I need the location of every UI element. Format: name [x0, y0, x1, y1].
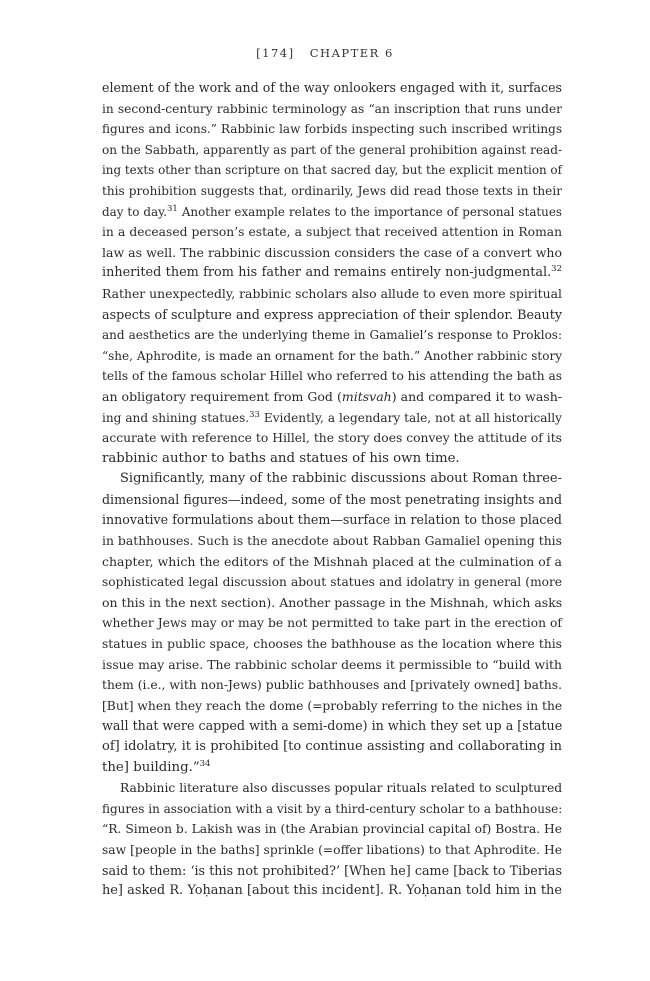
- line-text: this prohibition suggests that, ordinarily, Jews did read those texts in their: [102, 183, 562, 198]
- text-line: [102, 655, 562, 676]
- line-text: on the Sabbath, apparently as part of the general prohibition against read-: [102, 142, 563, 157]
- text-line: [102, 531, 562, 552]
- line-text: inherited them from his father and remains entirely non-judgmental.: [102, 265, 552, 281]
- text-line: [102, 202, 562, 223]
- line-text: dimensional figures—indeed, some of the most penetrating insights and: [102, 491, 562, 507]
- running-head: [0, 46, 650, 60]
- line-text-continued: ) and compared it to wash-: [391, 388, 562, 404]
- text-line: [102, 778, 562, 799]
- line-text: “R. Simeon b. Lakish was in (the Arabian provincial capital of) Bostra. He: [102, 822, 562, 837]
- text-line: [102, 510, 562, 531]
- text-line: [102, 490, 562, 511]
- text-line: [102, 469, 562, 490]
- line-text: he] asked R. Yoḥanan [about this incident]. R. Yoḥanan told him in the: [102, 883, 562, 899]
- footnote-marker: 34: [199, 758, 211, 769]
- text-line: [102, 140, 562, 161]
- line-text: whether Jews may or may be not permitted to take part in the erection of: [102, 616, 562, 631]
- text-line: [102, 387, 562, 408]
- line-text: in second-century rabbinic terminology as “an inscription that runs under: [102, 101, 562, 116]
- text-line: [102, 449, 562, 470]
- text-line: [102, 861, 562, 882]
- text-line: [102, 78, 562, 99]
- text-line: [102, 222, 562, 243]
- text-line: [102, 305, 562, 326]
- line-text: wall that were capped with a semi-dome) in which they set up a [statue: [102, 718, 563, 734]
- line-text: Rabbinic literature also discusses popular rituals related to sculptured: [120, 781, 563, 796]
- text-line: [102, 716, 562, 737]
- line-text: [But] when they reach the dome (=probably referring to the niches in the: [102, 698, 563, 713]
- body-text: [102, 78, 562, 902]
- text-line: [102, 243, 562, 264]
- line-text: of] idolatry, it is prohibited [to continue assisting and collaborating in: [102, 739, 562, 754]
- line-text-continued: Another example relates to the importance of personal statues: [177, 204, 562, 219]
- text-line: [102, 263, 562, 284]
- text-line: [102, 366, 562, 387]
- text-line: [102, 572, 562, 593]
- line-text: said to them: ‘is this not prohibited?’ [When he] came [back to Tiberias: [102, 862, 562, 878]
- text-line: [102, 593, 562, 614]
- text-line: [102, 119, 562, 140]
- italic-term: mitsvah: [341, 388, 392, 404]
- line-text: “she, Aphrodite, is made an ornament for the bath.” Another rabbinic story: [102, 348, 562, 363]
- text-line: [102, 408, 562, 429]
- page-number: [174]: [256, 46, 295, 60]
- text-line: [102, 284, 562, 305]
- line-text: issue may arise. The rabbinic scholar deems it permissible to “build with: [102, 656, 562, 672]
- line-text: innovative formulations about them—surface in relation to those placed: [102, 512, 562, 528]
- line-text: element of the work and of the way onlookers engaged with it, surfaces: [102, 80, 562, 95]
- line-text: chapter, which the editors of the Mishnah placed at the culmination of a: [102, 553, 562, 569]
- line-text-continued: Evidently, a legendary tale, not at all historically: [259, 410, 562, 425]
- line-text: in bathhouses. Such is the anecdote about Rabban Gamaliel opening this: [102, 533, 562, 549]
- text-line: [102, 160, 562, 181]
- line-text: them (i.e., with non-Jews) public bathhouses and [privately owned] baths.: [102, 678, 562, 693]
- text-line: [102, 428, 562, 449]
- text-line: [102, 613, 562, 634]
- text-line: [102, 799, 562, 820]
- line-text: day to day.: [102, 204, 167, 219]
- text-line: [102, 819, 562, 840]
- text-line: [102, 634, 562, 655]
- line-text: accurate with reference to Hillel, the story does convey the attitude of its: [102, 431, 562, 446]
- text-line: [102, 675, 562, 696]
- text-line: [102, 99, 562, 120]
- text-line: [102, 346, 562, 367]
- text-line: [102, 552, 562, 573]
- text-line: [102, 881, 562, 902]
- text-line: [102, 325, 562, 346]
- footnote-marker: 33: [249, 409, 260, 420]
- text-line: [102, 840, 562, 861]
- line-text: ing texts other than scripture on that sacred day, but the explicit mention of: [102, 163, 562, 178]
- line-text: tells of the famous scholar Hillel who referred to his attending the bath as: [102, 369, 562, 384]
- footnote-marker: 31: [167, 203, 178, 214]
- line-text: Significantly, many of the rabbinic discussions about Roman three-: [120, 471, 562, 487]
- line-text: aspects of sculpture and express appreciation of their splendor. Beauty: [102, 306, 562, 322]
- line-text: sophisticated legal discussion about statues and idolatry in general (more: [102, 575, 562, 590]
- line-text: the] building.”: [102, 759, 200, 775]
- line-text: figures in association with a visit by a third-century scholar to a bathhouse:: [102, 801, 563, 816]
- footnote-marker: 32: [551, 264, 562, 275]
- text-line: [102, 737, 562, 758]
- line-text: and aesthetics are the underlying theme in Gamaliel’s response to Proklos:: [102, 328, 562, 343]
- line-text: an obligatory requirement from God (: [102, 388, 342, 404]
- line-text: ing and shining statues.: [102, 410, 250, 425]
- line-text: saw [people in the baths] sprinkle (=offer libations) to that Aphrodite. He: [102, 842, 562, 857]
- chapter-label: CHAPTER 6: [309, 46, 394, 60]
- line-text: Rather unexpectedly, rabbinic scholars also allude to even more spiritual: [102, 285, 562, 301]
- line-text: figures and icons.” Rabbinic law forbids inspecting such inscribed writings: [102, 122, 562, 137]
- text-line: [102, 181, 562, 202]
- line-text: on this in the next section). Another passage in the Mishnah, which asks: [102, 594, 563, 610]
- text-line: [102, 758, 562, 779]
- line-text: law as well. The rabbinic discussion considers the case of a convert who: [102, 244, 562, 260]
- line-text: rabbinic author to baths and statues of his own time.: [102, 450, 460, 466]
- line-text: statues in public space, chooses the bathhouse as the location where this: [102, 637, 562, 652]
- text-line: [102, 696, 562, 717]
- line-text: in a deceased person’s estate, a subject that received attention in Roman: [102, 225, 562, 240]
